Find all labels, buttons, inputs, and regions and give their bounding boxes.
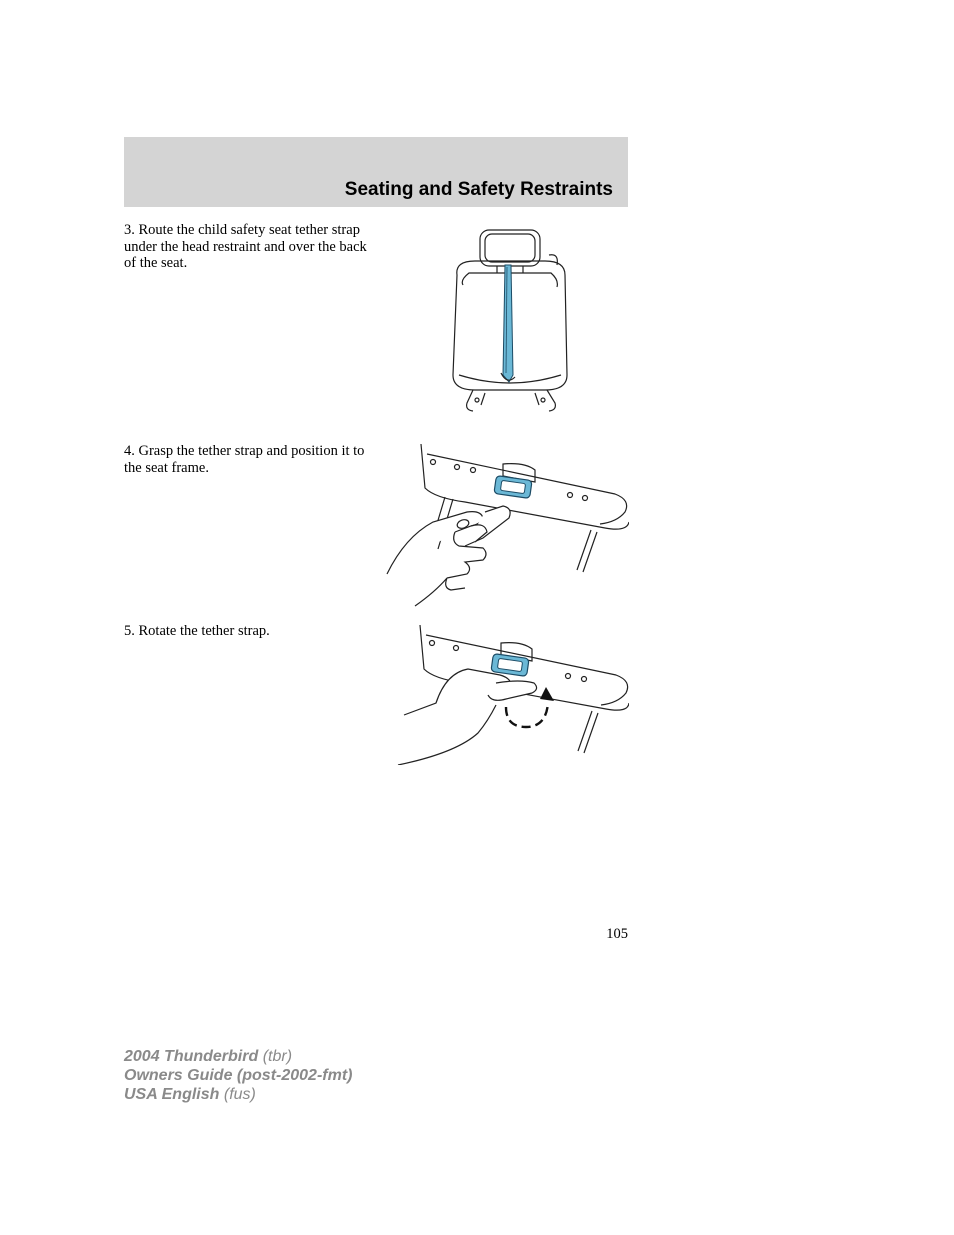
header-band [124,137,628,207]
step-4-text: 4. Grasp the tether strap and position it to the seat frame. [124,443,365,476]
page-number: 105 [606,926,628,942]
footer-language-code: (fus) [223,1086,256,1103]
footer-line-1 [124,1047,352,1066]
footer-line-2 [124,1066,352,1085]
footer-language: USA English [124,1086,220,1103]
footer-guide: Owners Guide (post-2002-fmt) [124,1067,353,1084]
seat-tether-route-icon [445,225,575,417]
hand-rotate-strap-icon [396,623,629,765]
section-title: Seating and Safety Restraints [344,179,613,200]
step-5-text: 5. Rotate the tether strap. [124,623,270,639]
footer-vehicle: 2004 Thunderbird [124,1048,259,1065]
footer [124,1047,352,1104]
hand-grasp-strap-icon [385,442,629,608]
footer-line-3 [124,1085,352,1104]
step-3-text: 3. Route the child safety seat tether strap under the head restraint and over the back of the seat. [124,222,367,271]
footer-vehicle-code: (tbr) [262,1048,293,1065]
